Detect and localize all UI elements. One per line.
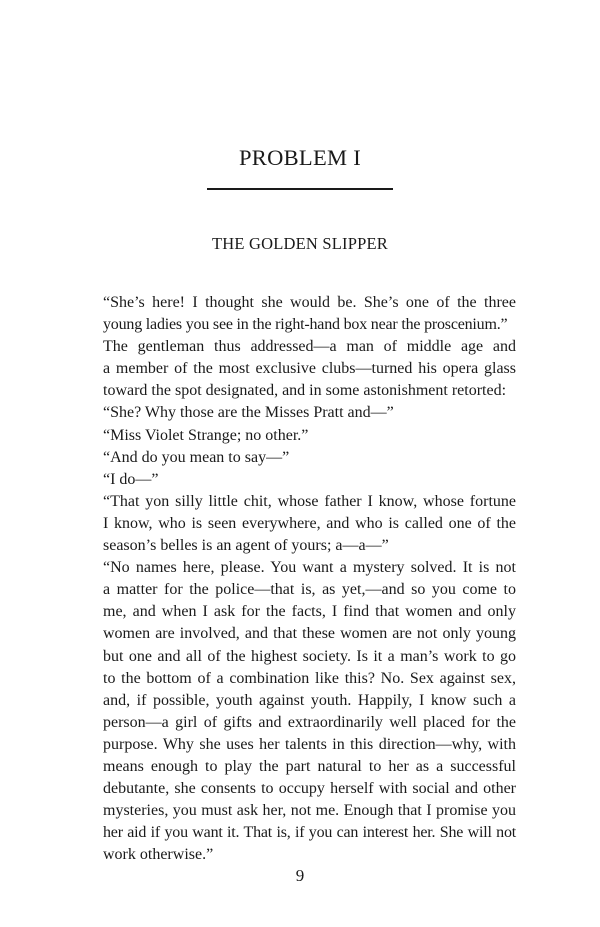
text-line: “Miss Violet Strange; no other.” [103,426,309,444]
chapter-title: PROBLEM I [238,145,362,170]
text-line: purpose. Why she uses her talents in this direction—why, with [103,735,516,753]
text-line: work otherwise.” [103,846,214,864]
paragraph [86,469,516,491]
text-line: a matter for the police—that is, as yet,—and so you come to [103,581,516,599]
paragraph [86,336,516,402]
text-line: “I do—” [103,470,159,488]
text-line: mysteries, you must ask her, not me. Enough that I promise you [103,802,516,820]
title-divider-rule [207,188,393,190]
text-line: but one and all of the highest society. Is it a man’s work to go [103,647,516,665]
text-line: means enough to play the part natural to her as a successful [103,757,516,775]
text-line: toward the spot designated, and in some astonishment retorted: [103,382,507,400]
text-line: “And do you mean to say—” [103,448,290,466]
text-line: women are involved, and that these women are not only young [103,625,516,643]
text-line: “That yon silly little chit, whose father I know, whose fortune [103,492,516,510]
paragraph [86,557,516,866]
paragraph [86,447,516,469]
text-line: and, if possible, youth against youth. Happily, I know such a [103,691,516,709]
text-line: “She? Why those are the Misses Pratt and—” [103,404,394,422]
paragraph [86,425,516,447]
page-number: 9 [295,866,305,885]
paragraph [86,491,516,557]
paragraph [86,402,516,424]
text-line: me, and when I ask for the facts, I find that women and only [103,603,516,621]
text-line: young ladies you see in the right-hand box near the proscenium.” [103,316,508,334]
text-line: a member of the most exclusive clubs—turned his opera glass [103,360,516,378]
body-text [86,292,516,866]
text-line: season’s belles is an agent of yours; a—a—” [103,537,389,555]
text-line: “No names here, please. You want a mystery solved. It is not [103,559,516,577]
text-line: I know, who is seen everywhere, and who is called one of the [103,514,516,532]
text-line: “She’s here! I thought she would be. She’s one of the three [103,294,516,311]
text-line: person—a girl of gifts and extraordinarily well placed for the [103,713,516,731]
text-line: The gentleman thus addressed—a man of middle age and [103,338,516,356]
chapter-subtitle: THE GOLDEN SLIPPER [212,234,388,253]
text-line: debutante, she consents to occupy herself with social and other [103,780,516,798]
text-line: her aid if you want it. That is, if you can interest her. She will not [103,824,516,842]
text-line: to the bottom of a combination like this? No. Sex against sex, [103,669,516,687]
paragraph [86,292,516,336]
